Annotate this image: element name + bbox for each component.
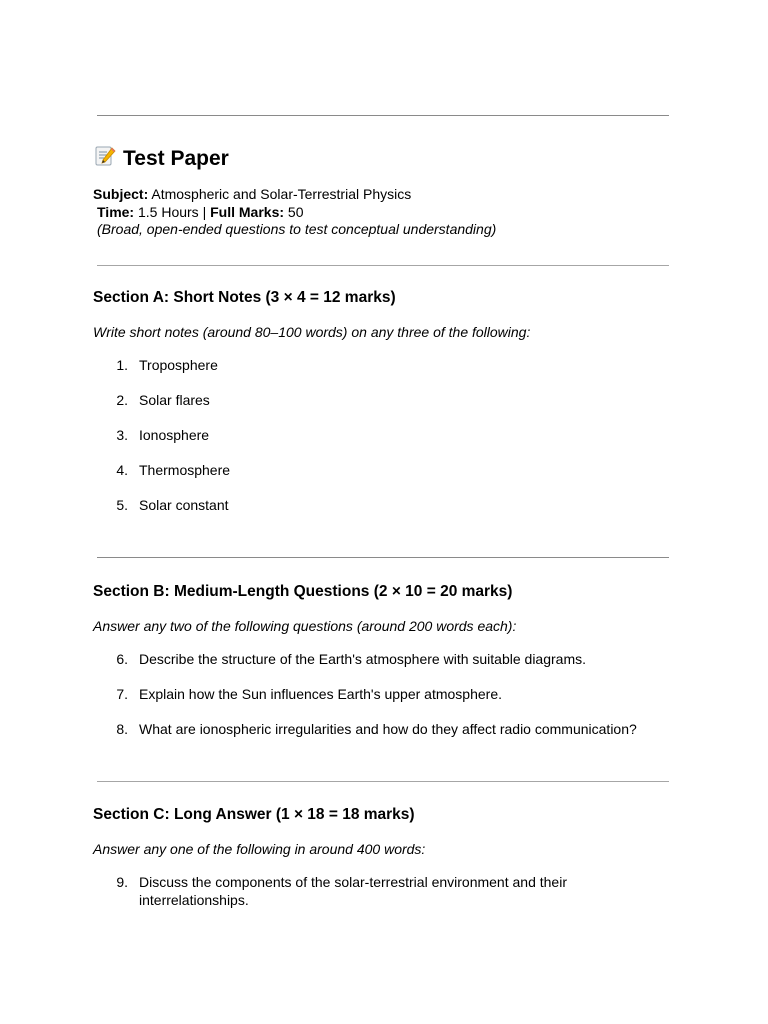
item-text: Explain how the Sun influences Earth's upper atmosphere. — [139, 686, 503, 702]
list-item — [93, 461, 653, 479]
section-c-title: Section C: Long Answer (1 × 18 = 18 marks) — [93, 806, 415, 823]
page-title — [93, 144, 229, 171]
divider — [97, 557, 669, 558]
time-value: 1.5 Hours | — [137, 204, 207, 220]
list-item — [93, 356, 653, 374]
item-text: Solar flares — [139, 392, 210, 408]
paper-note — [97, 221, 496, 238]
item-text: Describe the structure of the Earth's atmosphere with suitable diagrams. — [139, 651, 586, 667]
item-number: 6. — [116, 651, 128, 667]
list-item — [93, 496, 653, 514]
full-marks-label: Full Marks: — [210, 204, 285, 220]
item-number: 2. — [116, 392, 128, 408]
item-number: 8. — [116, 721, 128, 737]
full-marks-value: 50 — [287, 204, 304, 220]
item-number: 9. — [116, 874, 128, 890]
section-b-title: Section B: Medium-Length Questions (2 × 10 = 20 marks) — [93, 583, 513, 600]
memo-pencil-icon — [93, 144, 117, 168]
subject-line — [93, 186, 411, 203]
divider — [97, 265, 669, 266]
list-item — [93, 391, 653, 409]
section-a-title: Section A: Short Notes (3 × 4 = 12 marks) — [93, 289, 396, 306]
item-text: Discuss the components of the solar-terrestrial environment and their interrelationships. — [139, 874, 567, 908]
section-a-list — [93, 356, 653, 531]
item-number: 7. — [116, 686, 128, 702]
section-a-instruction: Write short notes (around 80–100 words) on any three of the following: — [93, 324, 531, 340]
subject-value: Atmospheric and Solar-Terrestrial Physics — [151, 186, 412, 202]
time-label: Time: — [97, 204, 135, 220]
item-number: 1. — [116, 357, 128, 373]
list-item — [93, 426, 653, 444]
section-b-instruction: Answer any two of the following questions (around 200 words each): — [93, 618, 517, 634]
item-text: What are ionospheric irregularities and how do they affect radio communication? — [139, 721, 637, 737]
item-number: 3. — [116, 427, 128, 443]
paper-note-text: (Broad, open-ended questions to test conceptual understanding) — [97, 221, 497, 237]
list-item — [93, 685, 653, 703]
divider — [97, 781, 669, 782]
section-c-instruction: Answer any one of the following in around 400 words: — [93, 841, 426, 857]
item-text: Troposphere — [139, 357, 218, 373]
item-number: 5. — [116, 497, 128, 513]
item-text: Solar constant — [139, 497, 229, 513]
item-number: 4. — [116, 462, 128, 478]
item-text: Thermosphere — [139, 462, 231, 478]
section-c-list — [93, 873, 613, 926]
item-text: Ionosphere — [139, 427, 210, 443]
list-item — [93, 720, 653, 738]
title-text: Test Paper — [123, 147, 229, 170]
time-marks-line — [97, 204, 303, 221]
section-b-list — [93, 650, 653, 755]
list-item — [93, 650, 653, 668]
subject-label: Subject: — [93, 186, 149, 202]
divider — [97, 115, 669, 116]
list-item — [93, 873, 613, 909]
